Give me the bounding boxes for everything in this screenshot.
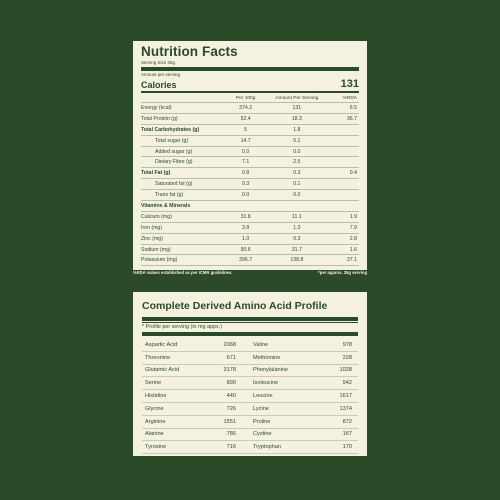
nutrition-row bbox=[141, 211, 359, 222]
per100-value: 0.8 bbox=[224, 168, 268, 179]
divider-thick bbox=[141, 67, 359, 71]
nutrition-facts-panel bbox=[133, 41, 367, 270]
per-serving-value: 18.3 bbox=[267, 113, 326, 124]
amino-name: Glycine bbox=[142, 402, 213, 415]
amino-title: Complete Derived Amino Acid Profile bbox=[142, 300, 328, 312]
amino-value: 942 bbox=[321, 377, 358, 390]
amino-value: 890 bbox=[213, 377, 250, 390]
per-serving-value bbox=[267, 201, 326, 212]
nutrition-row bbox=[141, 157, 359, 168]
rda-value: 6.5 bbox=[326, 103, 359, 114]
amino-name: Tryptophan bbox=[250, 441, 321, 454]
amino-name: Cystine bbox=[250, 428, 321, 441]
nutrient-name: Calcium (mg) bbox=[141, 211, 224, 222]
per100-value: 52.4 bbox=[224, 113, 268, 124]
amino-name: Threonine bbox=[142, 351, 213, 364]
amino-value: 228 bbox=[321, 351, 358, 364]
nutrition-row bbox=[141, 168, 359, 179]
per-serving-value: 0.0 bbox=[267, 190, 326, 201]
per-serving-value: 1.3 bbox=[267, 222, 326, 233]
amino-row bbox=[142, 351, 358, 364]
per-serving-value: 0.1 bbox=[267, 179, 326, 190]
nutrition-row bbox=[141, 201, 359, 212]
amino-value: 1374 bbox=[321, 402, 358, 415]
amino-row bbox=[142, 402, 358, 415]
per-serving-value: 1.8 bbox=[267, 124, 326, 135]
amino-name: Leucine bbox=[250, 390, 321, 403]
amino-table bbox=[142, 339, 358, 454]
nutrition-row bbox=[141, 190, 359, 201]
amino-name: Lycine bbox=[250, 402, 321, 415]
nutrition-header-row bbox=[141, 94, 359, 103]
amino-subtitle: * Profile per serving (in mg appx.) bbox=[142, 322, 358, 331]
nutrient-name: Total Carbohydrates (g) bbox=[141, 124, 224, 135]
amino-row bbox=[142, 428, 358, 441]
nutrition-table bbox=[141, 94, 359, 266]
amino-name: Glutamic Acid bbox=[142, 364, 213, 377]
nutrient-name: Dietary Fibre (g) bbox=[141, 157, 224, 168]
nutrient-name: Total Protein (g) bbox=[141, 113, 224, 124]
nutrient-name: Total sugar (g) bbox=[141, 135, 224, 146]
amino-name: Histidine bbox=[142, 390, 213, 403]
rda-value bbox=[326, 135, 359, 146]
amino-name: Serine bbox=[142, 377, 213, 390]
amino-row bbox=[142, 441, 358, 454]
nutrition-footnotes bbox=[133, 270, 367, 275]
per-serving-value: 31.7 bbox=[267, 244, 326, 255]
per100-value: 3.8 bbox=[224, 222, 268, 233]
amino-name: Alanine bbox=[142, 428, 213, 441]
nutrient-name: Total Fat (g) bbox=[141, 168, 224, 179]
amino-name: Tyrosine bbox=[142, 441, 213, 454]
nutrition-title: Nutrition Facts bbox=[141, 44, 238, 59]
amino-divider bbox=[142, 317, 358, 321]
amino-row bbox=[142, 377, 358, 390]
amino-name: Methionine bbox=[250, 351, 321, 364]
amino-row bbox=[142, 364, 358, 377]
amino-value: 726 bbox=[213, 402, 250, 415]
amount-per-serving: Amount per serving bbox=[141, 72, 181, 77]
amino-value: 440 bbox=[213, 390, 250, 403]
rda-value bbox=[326, 201, 359, 212]
amino-value: 978 bbox=[321, 339, 358, 351]
amino-name: Valine bbox=[250, 339, 321, 351]
rda-value: 36.7 bbox=[326, 113, 359, 124]
rda-value bbox=[326, 124, 359, 135]
amino-value: 716 bbox=[213, 441, 250, 454]
amino-value: 1028 bbox=[321, 364, 358, 377]
nutrient-name: Vitamins & Minerals bbox=[141, 201, 224, 212]
amino-value: 671 bbox=[213, 351, 250, 364]
rda-value: 37.1 bbox=[326, 255, 359, 266]
rda-value bbox=[326, 179, 359, 190]
nutrient-name: Iron (mg) bbox=[141, 222, 224, 233]
serving-size: Serving Size 35g bbox=[141, 60, 176, 65]
nutrition-row bbox=[141, 146, 359, 157]
nutrient-name: Saturated fat (g) bbox=[141, 179, 224, 190]
rda-value bbox=[326, 157, 359, 168]
amino-row bbox=[142, 339, 358, 351]
nutrition-row bbox=[141, 124, 359, 135]
divider-medium bbox=[141, 91, 359, 93]
amino-divider-2 bbox=[142, 332, 358, 336]
per-serving-value: 2.5 bbox=[267, 157, 326, 168]
nutrient-name: Trans fat (g) bbox=[141, 190, 224, 201]
footnote-serving: *per approx. 35g serving bbox=[318, 270, 367, 275]
calories-row bbox=[141, 78, 359, 90]
per100-value: 396.7 bbox=[224, 255, 268, 266]
amino-value: 2068 bbox=[213, 339, 250, 351]
nutrition-row bbox=[141, 179, 359, 190]
per100-value: 374.2 bbox=[224, 103, 268, 114]
amino-value: 3178 bbox=[213, 364, 250, 377]
amino-name: Phenylalanine bbox=[250, 364, 321, 377]
per-serving-value: 0.3 bbox=[267, 233, 326, 244]
footnote-rda: %RDA values established as per ICMR guidelines. bbox=[133, 270, 233, 275]
rda-value: 0.4 bbox=[326, 168, 359, 179]
per-serving-value: 11.1 bbox=[267, 211, 326, 222]
nutrient-name: Energy (kcal) bbox=[141, 103, 224, 114]
amino-name: Aspartic Acid bbox=[142, 339, 213, 351]
nutrient-name: Potassium (mg) bbox=[141, 255, 224, 266]
per100-value: 90.6 bbox=[224, 244, 268, 255]
nutrient-name: Added sugar (g) bbox=[141, 146, 224, 157]
nutrient-name: Zinc (mg) bbox=[141, 233, 224, 244]
amino-name: Isoleucine bbox=[250, 377, 321, 390]
rda-value bbox=[326, 146, 359, 157]
amino-row bbox=[142, 390, 358, 403]
amino-name: Proline bbox=[250, 415, 321, 428]
calories-label: Calories bbox=[141, 80, 177, 90]
per-serving-value: 131 bbox=[267, 103, 326, 114]
header-per100: Per 100g bbox=[224, 94, 268, 103]
nutrition-row bbox=[141, 135, 359, 146]
rda-value: 1.9 bbox=[326, 211, 359, 222]
amino-value: 167 bbox=[321, 428, 358, 441]
per-serving-value: 138.8 bbox=[267, 255, 326, 266]
header-per-serving: Amount Per Serving bbox=[267, 94, 326, 103]
amino-value: 1617 bbox=[321, 390, 358, 403]
amino-name: Arginine bbox=[142, 415, 213, 428]
amino-value: 872 bbox=[321, 415, 358, 428]
per100-value: 0.0 bbox=[224, 146, 268, 157]
nutrition-row bbox=[141, 103, 359, 114]
per100-value: 0.3 bbox=[224, 179, 268, 190]
header-rda: %RDA bbox=[326, 94, 359, 103]
per100-value: 5 bbox=[224, 124, 268, 135]
per100-value: 7.1 bbox=[224, 157, 268, 168]
amino-value: 786 bbox=[213, 428, 250, 441]
rda-value: 1.6 bbox=[326, 244, 359, 255]
per100-value: 31.8 bbox=[224, 211, 268, 222]
per-serving-value: 0.3 bbox=[267, 168, 326, 179]
per-serving-value: 0.0 bbox=[267, 146, 326, 157]
nutrition-row bbox=[141, 255, 359, 266]
per100-value: 0.0 bbox=[224, 190, 268, 201]
nutrition-row bbox=[141, 113, 359, 124]
nutrient-name: Sodium (mg) bbox=[141, 244, 224, 255]
amino-acid-panel bbox=[133, 292, 367, 456]
rda-value: 2.8 bbox=[326, 233, 359, 244]
nutrition-row bbox=[141, 233, 359, 244]
per100-value: 14.7 bbox=[224, 135, 268, 146]
calories-value: 131 bbox=[340, 78, 359, 90]
amino-value: 170 bbox=[321, 441, 358, 454]
per-serving-value: 5.1 bbox=[267, 135, 326, 146]
amino-row bbox=[142, 415, 358, 428]
nutrition-row bbox=[141, 222, 359, 233]
amino-value: 1551 bbox=[213, 415, 250, 428]
nutrition-row bbox=[141, 244, 359, 255]
rda-value bbox=[326, 190, 359, 201]
rda-value: 7.9 bbox=[326, 222, 359, 233]
per100-value bbox=[224, 201, 268, 212]
per100-value: 1.0 bbox=[224, 233, 268, 244]
